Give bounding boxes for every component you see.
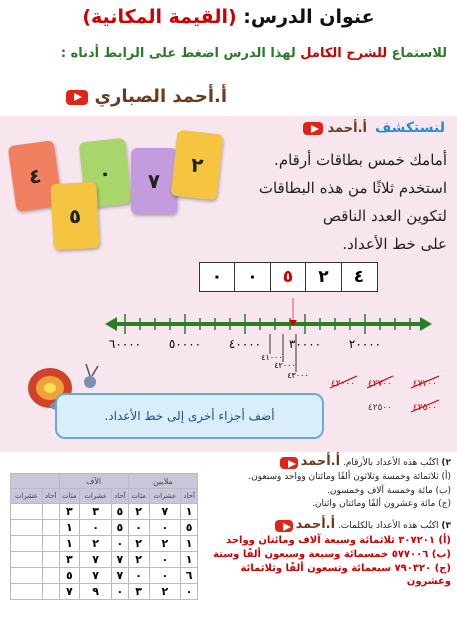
table-cell: [42, 536, 59, 552]
table-cell: [42, 520, 59, 536]
column-header: آحاد: [42, 489, 59, 504]
exercise-2-header: ٢) اكتُب هذه الأعداد بالأرقام. أ.أحمد: [201, 455, 451, 471]
answer-attempt: ٤٧٢٠٠: [412, 379, 438, 389]
column-header: مئات: [128, 489, 149, 504]
table-cell: ٠: [149, 552, 181, 568]
subtitle-part-a: للاستماع: [387, 46, 447, 61]
exercise-2-title: اكتُب هذه الأعداد بالأرقام.: [342, 458, 439, 468]
table-cell: ٣: [59, 552, 80, 568]
author-link-main[interactable]: [60, 86, 227, 107]
answer-attempt: ٤٢٧٠٠: [367, 379, 393, 389]
number-box[interactable]: ٥: [270, 262, 307, 292]
arrow-right-icon: [420, 317, 432, 331]
table-cell: ٥: [112, 504, 129, 520]
author-name-explore: أ.أحمد: [327, 121, 367, 136]
table-row: [11, 584, 198, 600]
card-digit: ٠: [97, 160, 113, 186]
author-name-ex3[interactable]: أ.أحمد: [295, 517, 336, 533]
table-cell: ٠: [112, 584, 129, 600]
tick-label: ٣٠٠٠٠: [288, 337, 322, 351]
table-cell: ٣: [59, 504, 80, 520]
table-cell: ٧: [59, 584, 80, 600]
youtube-play-icon[interactable]: [275, 520, 293, 532]
column-header: عشرات: [11, 489, 43, 504]
exercise-item: (أ) ثلاثمائة وخمسة وثلاثون ألفًا ومائتان وواحد وسبعون.: [248, 471, 451, 482]
table-cell: ٠: [181, 584, 198, 600]
author-name-main: أ.أحمد الصباري: [94, 86, 227, 107]
author-name-ex2[interactable]: أ.أحمد: [300, 454, 341, 469]
zoom-label: ٤٣٠٠٠: [287, 371, 309, 380]
table-cell: ٢: [128, 552, 149, 568]
table-cell: [11, 504, 43, 520]
arrow-left-icon: [105, 317, 117, 331]
group-header: [11, 474, 60, 489]
digit-card: [131, 148, 177, 214]
table-row: [11, 536, 198, 552]
youtube-play-icon[interactable]: [303, 122, 323, 135]
table-cell: [11, 520, 43, 536]
tick-label: ٢٠٠٠٠: [348, 337, 382, 351]
lesson-title: [10, 6, 447, 28]
zoom-label: ٤١٠٠٠: [261, 353, 283, 362]
table-column-header: [11, 489, 198, 504]
table-cell: [11, 536, 43, 552]
title-topic: (القيمة المكانية): [82, 6, 237, 28]
table-cell: [42, 568, 59, 584]
zoom-label: ٤٢٠٠٠: [274, 361, 296, 370]
tick-label: ٥٠٠٠٠: [168, 337, 202, 351]
card-digit: ٤: [27, 163, 43, 189]
callout-text: أضف أجزاء أخرى إلى خط الأعداد.: [104, 409, 275, 423]
number-box[interactable]: ٤: [341, 262, 378, 292]
youtube-play-icon[interactable]: [280, 457, 298, 469]
table-cell: [11, 552, 43, 568]
table-group-header: [11, 474, 198, 489]
explore-instructions: [217, 146, 447, 258]
exercise-3-title: اكتُب هذه الأعداد بالكلمات.: [337, 521, 439, 532]
exercise-item: (ب) مائة وخمسة آلاف وخمسون.: [326, 485, 451, 496]
table-cell: ٣: [80, 504, 112, 520]
number-box[interactable]: ٢: [305, 262, 342, 292]
answer-attempts: [325, 372, 455, 422]
table-row: [11, 552, 198, 568]
column-header: مئات: [59, 489, 80, 504]
card-digit: ٢: [189, 152, 205, 178]
callout-box: [55, 393, 324, 439]
table-cell: ٢: [128, 536, 149, 552]
table-cell: ٧: [112, 552, 129, 568]
table-cell: ١: [181, 536, 198, 552]
digit-card: [50, 182, 99, 250]
table-cell: ٧: [80, 552, 112, 568]
table-row: [11, 504, 198, 520]
number-box[interactable]: ٠: [199, 262, 236, 292]
column-header: آحاد: [181, 489, 198, 504]
table-cell: ١: [181, 552, 198, 568]
group-header: الآف: [59, 474, 128, 489]
table-cell: ٣: [128, 584, 149, 600]
table-cell: ٢: [128, 504, 149, 520]
tick-label: ٦٠٠٠٠: [108, 337, 142, 351]
instruction-line: لتكوين العدد الناقص: [322, 207, 447, 225]
exercise-answer: (ج) ٧٩٠٣٢٠ سبعمائة وتسعون ألفًا وثلاثمائة وعشرون: [240, 562, 451, 588]
table-cell: ١: [181, 504, 198, 520]
listen-instructions: [10, 46, 447, 61]
table-row: [11, 520, 198, 536]
table-cell: ٦: [181, 568, 198, 584]
answer-attempt: ٤٢٠٠٠: [330, 379, 356, 389]
title-prefix: عنوان الدرس:: [243, 6, 375, 28]
table-cell: ٠: [128, 520, 149, 536]
table-cell: ٢: [80, 536, 112, 552]
table-cell: ٧: [112, 568, 129, 584]
table-cell: ٥: [112, 520, 129, 536]
place-value-table: [10, 473, 198, 600]
table-cell: [42, 552, 59, 568]
table-cell: ٧: [149, 504, 181, 520]
table-cell: ٠: [112, 536, 129, 552]
table-cell: ١: [59, 520, 80, 536]
instruction-line: أمامك خمس بطاقات أرقام.: [274, 151, 447, 169]
table-cell: ٥: [59, 568, 80, 584]
exercise-answer: (ب) ٥٧٧٠٠٦ خمسمائة وسبعة وسبعون ألفًا وستة: [213, 548, 451, 560]
youtube-play-icon[interactable]: [66, 90, 88, 105]
number-box[interactable]: ٠: [234, 262, 271, 292]
subtitle-part-b: للشرح الكامل: [300, 46, 388, 61]
exercise-answer: (أ) ٣٠٧٢٠١ ثلاثمائة وسبعة آلاف ومائتان وواحد: [226, 534, 451, 546]
table-cell: [11, 568, 43, 584]
table-cell: ٠: [149, 520, 181, 536]
digit-card: [171, 130, 224, 200]
table-row: [11, 568, 198, 584]
table-cell: [11, 584, 43, 600]
author-link-explore[interactable]: [303, 121, 367, 136]
column-header: عشرات: [149, 489, 181, 504]
instruction-line: على خط الأعداد.: [342, 235, 447, 253]
exercise-item: (ج) مائة وعشرون ألفًا ومائتان واثنان.: [312, 499, 451, 510]
column-header: آحاد: [112, 489, 129, 504]
group-header: ملايين: [128, 474, 197, 489]
table-cell: ٠: [80, 520, 112, 536]
table-cell: [42, 504, 59, 520]
number-boxes: [200, 262, 380, 290]
tick-label: ٤٠٠٠٠: [228, 337, 262, 351]
answer-attempt: ٤٢٥٠٠: [367, 403, 393, 413]
table-cell: ٥: [181, 520, 198, 536]
exercises-section: [201, 455, 451, 589]
exercise-3-header: ٣) اكتُب هذه الأعداد بالكلمات. أ.أحمد: [201, 518, 451, 534]
table-cell: ٠: [128, 568, 149, 584]
explore-heading: لنستكشف: [375, 120, 445, 136]
instruction-line: استخدم ثلاثًا من هذه البطاقات: [258, 179, 447, 197]
column-header: عشرات: [80, 489, 112, 504]
card-digit: ٧: [147, 169, 161, 193]
table-cell: ٢: [149, 584, 181, 600]
card-digit: ٥: [68, 203, 82, 229]
subtitle-part-c: لهذا الدرس اضغط على الرابط أدناه :: [60, 46, 301, 61]
answer-attempt: ٤٢٥٠٠: [412, 403, 438, 413]
table-cell: ١: [59, 536, 80, 552]
table-cell: ٩: [80, 584, 112, 600]
table-cell: [42, 584, 59, 600]
table-cell: ٠: [149, 568, 181, 584]
table-cell: ٧: [80, 568, 112, 584]
table-cell: ٢: [149, 536, 181, 552]
